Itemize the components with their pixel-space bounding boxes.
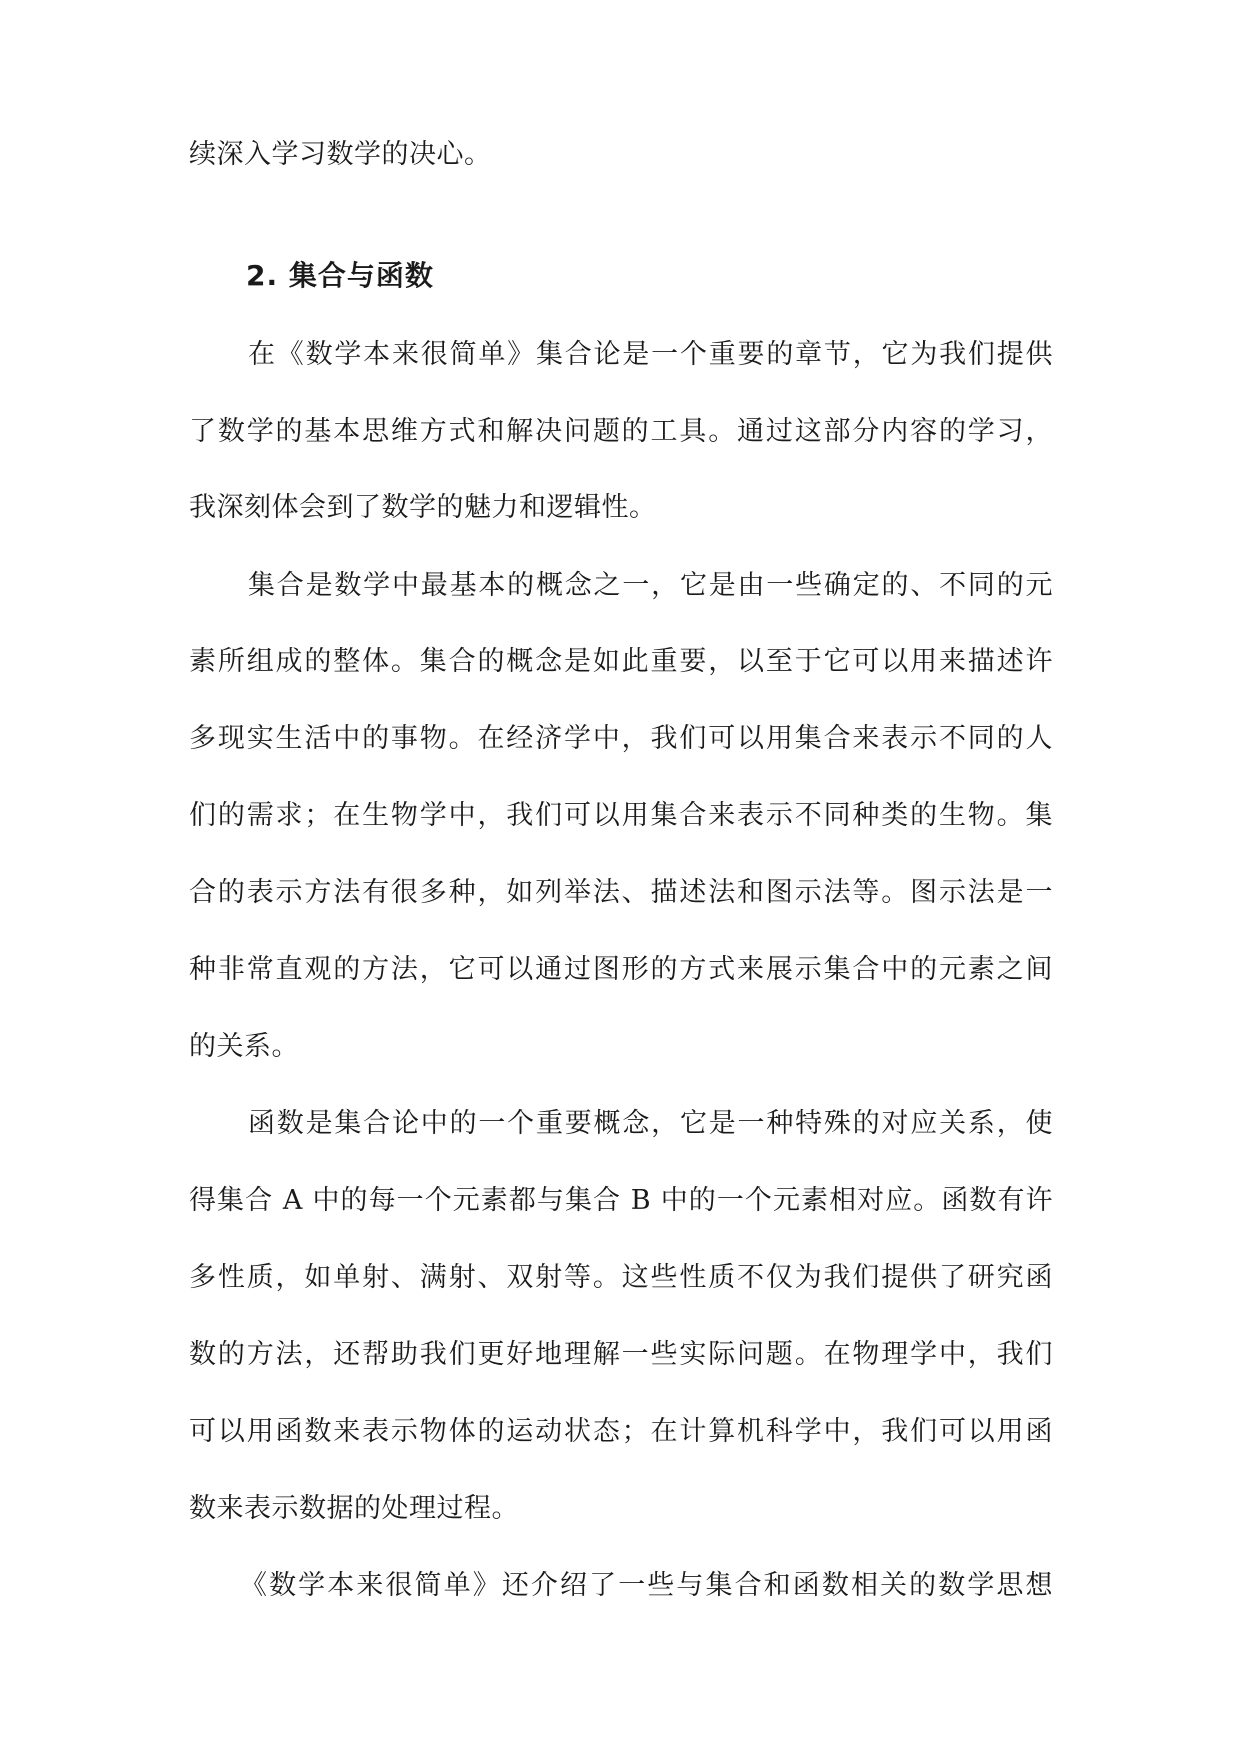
paragraph-line: 集合是数学中最基本的概念之一，它是由一些确定的、不同的元 [248,570,1053,601]
paragraph-line: 数的方法，还帮助我们更好地理解一些实际问题。在物理学中，我们 [189,1339,1053,1370]
paragraph-line: 数来表示数据的处理过程。 [189,1493,519,1524]
paragraph-line: 们的需求；在生物学中，我们可以用集合来表示不同种类的生物。集 [189,800,1053,831]
paragraph-line: 种非常直观的方法，它可以通过图形的方式来展示集合中的元素之间 [189,954,1053,985]
section-heading: 2. 集合与函数 [246,259,434,292]
paragraph-line: 多性质，如单射、满射、双射等。这些性质不仅为我们提供了研究函 [189,1262,1053,1293]
paragraph-line: 得集合 A 中的每一个元素都与集合 B 中的一个元素相对应。函数有许 [189,1185,1053,1216]
paragraph-line: 《数学本来很简单》还介绍了一些与集合和函数相关的数学思想 [240,1570,1053,1601]
paragraph-line: 函数是集合论中的一个重要概念，它是一种特殊的对应关系，使 [248,1108,1053,1139]
paragraph-line: 的关系。 [189,1031,299,1062]
continuation-line: 续深入学习数学的决心。 [189,139,492,170]
paragraph-line: 在《数学本来很简单》集合论是一个重要的章节，它为我们提供 [248,339,1053,370]
paragraph-line: 素所组成的整体。集合的概念是如此重要，以至于它可以用来描述许 [189,646,1053,677]
paragraph-line: 可以用函数来表示物体的运动状态；在计算机科学中，我们可以用函 [189,1416,1053,1447]
paragraph-line: 多现实生活中的事物。在经济学中，我们可以用集合来表示不同的人 [189,723,1053,754]
paragraph-line: 我深刻体会到了数学的魅力和逻辑性。 [189,492,657,523]
paragraph-line: 了数学的基本思维方式和解决问题的工具。通过这部分内容的学习， [189,416,1053,447]
paragraph-line: 合的表示方法有很多种，如列举法、描述法和图示法等。图示法是一 [189,877,1053,908]
